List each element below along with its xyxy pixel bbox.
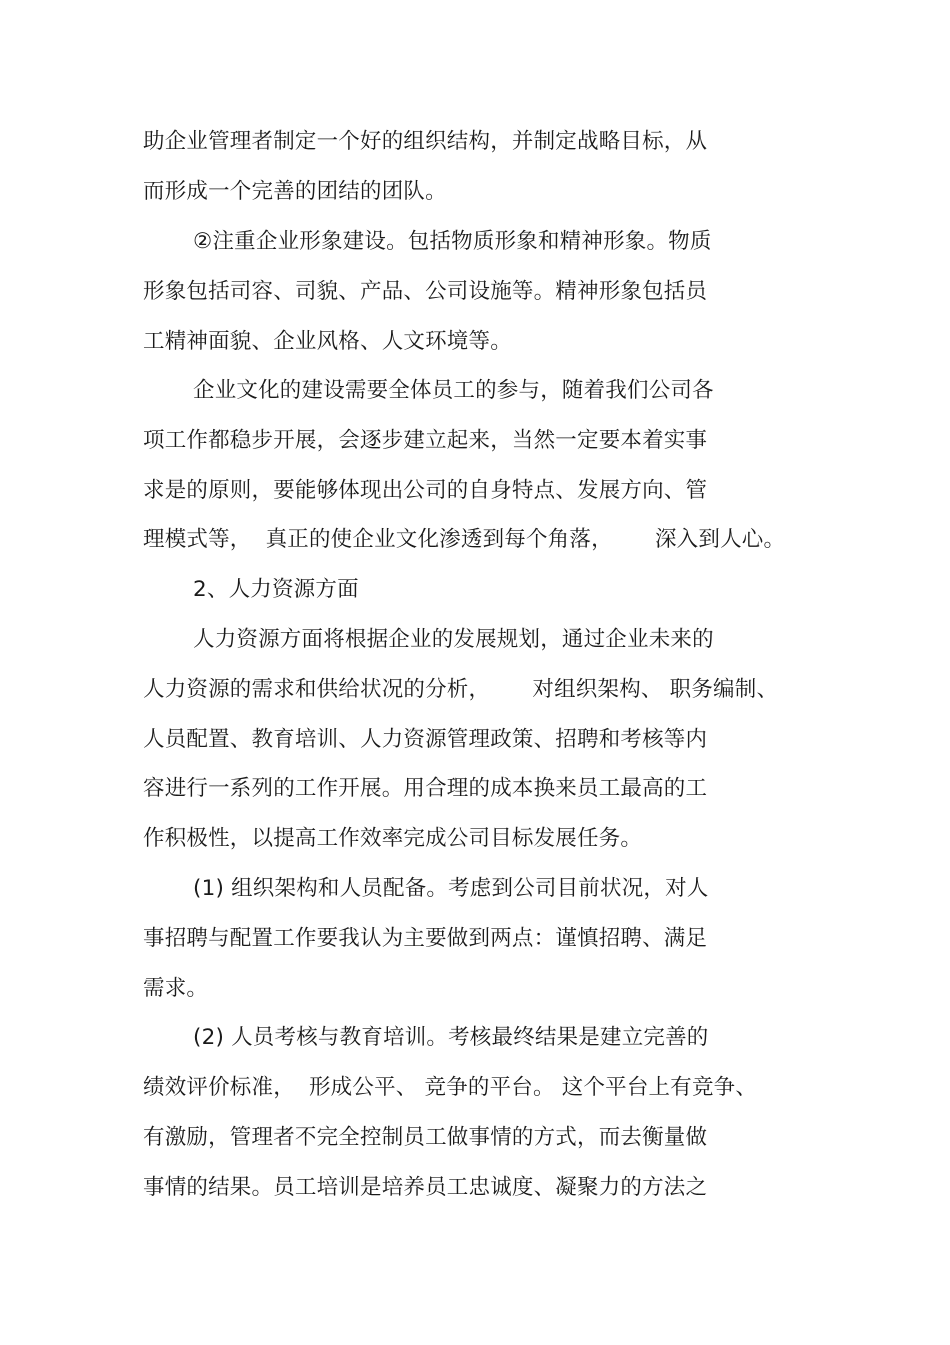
- section-heading: 2、人力资源方面: [193, 577, 359, 602]
- text-line: (2) 人员考核与教育培训。考核最终结果是建立完善的: [193, 1025, 709, 1050]
- text-line: 作积极性，以提高工作效率完成公司目标发展任务。: [143, 826, 643, 851]
- text-line: 工精神面貌、企业风格、人文环境等。: [143, 329, 512, 354]
- text-line: 人员配置、教育培训、人力资源管理政策、招聘和考核等内: [143, 727, 708, 752]
- text-line: 有激励，管理者不完全控制员工做事情的方式，而去衡量做: [143, 1125, 708, 1150]
- text-line: 人力资源的需求和供给状况的分析， 对组织架构、 职务编制、: [143, 677, 779, 702]
- text-line: 而形成一个完善的团结的团队。: [143, 179, 447, 204]
- text-line: 项工作都稳步开展，会逐步建立起来，当然一定要本着实事: [143, 428, 708, 453]
- text-line: 容进行一系列的工作开展。用合理的成本换来员工最高的工: [143, 776, 708, 801]
- text-line: 理模式等， 真正的使企业文化渗透到每个角落， 深入到人心。: [143, 527, 786, 552]
- text-line: 事招聘与配置工作要我认为主要做到两点：谨慎招聘、满足: [143, 926, 708, 951]
- text-line: 助企业管理者制定一个好的组织结构，并制定战略目标，从: [143, 129, 708, 154]
- text-line: 企业文化的建设需要全体员工的参与，随着我们公司各: [193, 378, 714, 403]
- text-line: 求是的原则，要能够体现出公司的自身特点、发展方向、管: [143, 478, 708, 503]
- text-line: 事情的结果。员工培训是培养员工忠诚度、凝聚力的方法之: [143, 1175, 708, 1200]
- text-line: (1) 组织架构和人员配备。考虑到公司目前状况，对人: [193, 876, 709, 901]
- text-line: ②注重企业形象建设。包括物质形象和精神形象。物质: [193, 229, 712, 254]
- text-line: 人力资源方面将根据企业的发展规划，通过企业未来的: [193, 627, 714, 652]
- text-line: 需求。: [143, 976, 209, 1001]
- text-line: 形象包括司容、司貌、产品、公司设施等。精神形象包括员: [143, 279, 708, 304]
- text-line: 绩效评价标准， 形成公平、 竞争的平台。 这个平台上有竞争、: [143, 1075, 758, 1100]
